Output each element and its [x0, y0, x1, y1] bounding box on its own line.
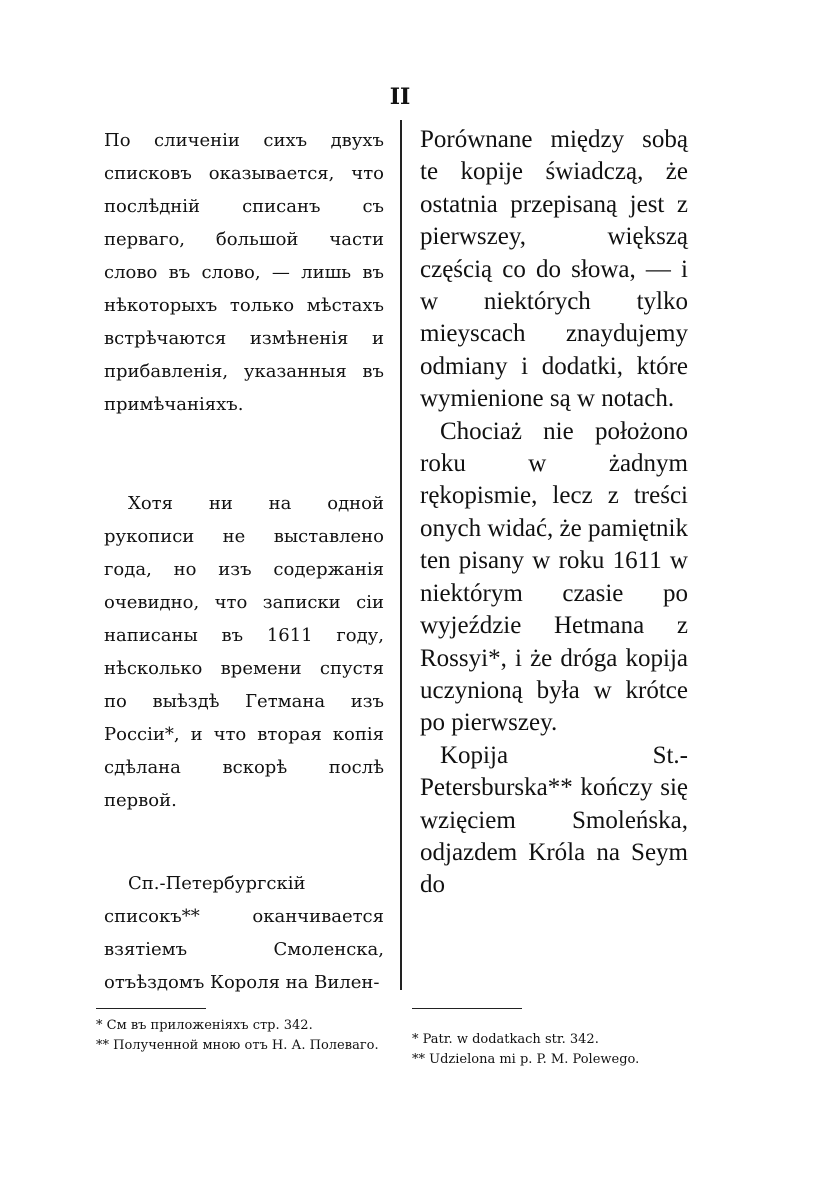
polish-footnote-1: * Patr. w dodatkach str. 342. — [412, 1032, 599, 1047]
russian-footnote-1: * См въ приложенiяхъ стр. 342. — [96, 1018, 313, 1033]
column-divider — [400, 120, 402, 990]
polish-paragraph-2: Chociaż nie położono roku w żadnym rękopismie, lecz z treści onych widać, że pamiętnik ten pisany w roku 1611 w niektórym czasie po wyjeździe Hetmana z Rossyi*, i że dróga kopija uczynioną była w krótce po pierwszey. — [420, 417, 688, 737]
russian-footnote-2: ** Полученной мною отъ Н. А. Полеваго. — [96, 1038, 379, 1053]
page-number: II — [389, 84, 411, 110]
polish-paragraph-3: Kopija St.-Petersburska** kończy się wzięciem Smoleńska, odjazdem Króla na Seym do — [420, 741, 688, 899]
russian-paragraph-1: По сличенiи сихъ двухъ списковъ оказывается, что послѣднiй списанъ съ перваго, большой части слово въ слово, — лишь въ нѣкоторыхъ только мѣстахъ встрѣчаются измѣненiя и прибавленiя, указанныя въ примѣчанiяхъ. — [104, 130, 384, 415]
polish-paragraph-1: Porównane między sobą te kopije świadczą, że ostatnia przepisaną jest z pierwszey, większą częścią co do słowa, — i w niektórych tylko mieyscach znaydujemy odmiany i dodatki, które wymienione są w notach. — [420, 126, 688, 413]
polish-footnotes — [412, 1030, 702, 1070]
russian-column — [104, 124, 384, 999]
polish-footnote-rule — [412, 1008, 522, 1009]
russian-footnote-rule — [96, 1008, 206, 1009]
polish-column — [420, 124, 688, 902]
russian-paragraph-3: Сп.-Петербургскiй списокъ** оканчивается взятiемъ Смоленска, отъѣздомъ Короля на Вилен- — [104, 873, 384, 993]
russian-paragraph-2: Хотя ни на одной рукописи не выставлено года, но изъ содержанiя очевидно, что записки сiи написаны въ 1611 году, нѣсколько времени спустя по выѣздѣ Гетмана изъ Россiи*, и что вторая копiя сдѣлана вскорѣ послѣ первой. — [104, 493, 384, 811]
polish-footnote-2: ** Udzielona mi p. P. M. Polewego. — [412, 1052, 640, 1067]
russian-footnotes — [96, 1016, 392, 1056]
